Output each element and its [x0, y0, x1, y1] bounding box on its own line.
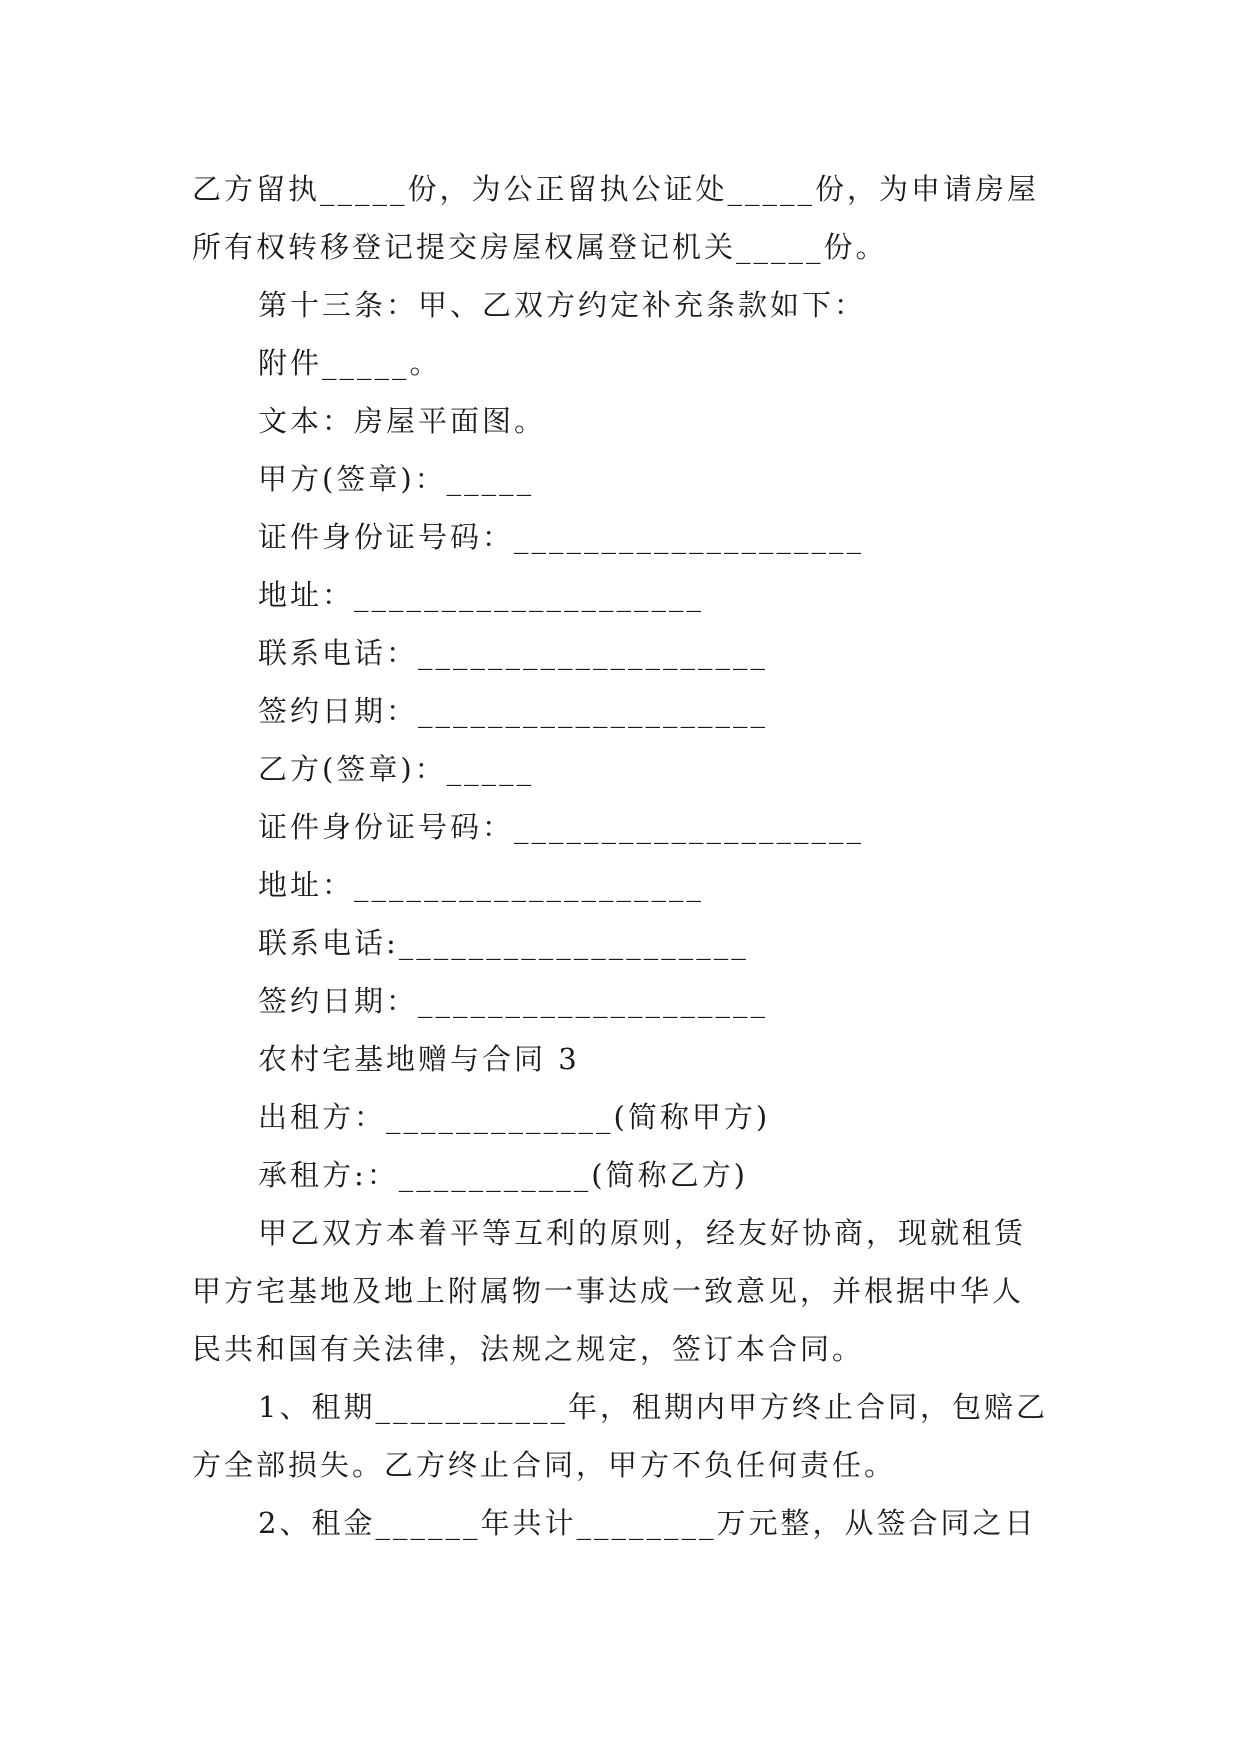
contract-title: 农村宅基地赠与合同 3 [258, 1042, 580, 1076]
party-a-signature-field: 甲方(签章)：_____ [258, 462, 535, 496]
attachment-line: 附件_____。 [258, 346, 442, 380]
document-body [192, 160, 1052, 1552]
clause-term: 1、租期___________年，租期内甲方终止合同，包赔乙 [258, 1390, 1048, 1424]
party-b-date-field: 签约日期：____________________ [258, 984, 769, 1018]
clause-heading: 第十三条：甲、乙双方约定补充条款如下： [258, 288, 867, 322]
clause-rent: 2、租金______年共计________万元整，从签合同之日 [258, 1506, 1037, 1540]
document-line: 方全部损失。乙方终止合同，甲方不负任何责任。 [192, 1448, 897, 1482]
party-a-date-field: 签约日期：____________________ [258, 694, 769, 728]
document-line: 甲方宅基地及地上附属物一事达成一致意见，并根据中华人 [192, 1274, 1025, 1308]
party-b-signature-field: 乙方(签章)：_____ [258, 752, 535, 786]
document-line: 所有权转移登记提交房屋权属登记机关_____份。 [192, 230, 888, 264]
document-line: 甲乙双方本着平等互利的原则，经友好协商，现就租赁 [258, 1216, 1027, 1250]
party-b-address-field: 地址：____________________ [258, 868, 705, 902]
party-b-id-field: 证件身份证号码：____________________ [258, 810, 865, 844]
lessor-field: 出租方：_____________(简称甲方) [258, 1100, 771, 1134]
document-line: 乙方留执_____份，为公正留执公证处_____份，为申请房屋 [192, 172, 1040, 206]
party-a-id-field: 证件身份证号码：____________________ [258, 520, 865, 554]
document-line: 民共和国有关法律，法规之规定，签订本合同。 [192, 1332, 865, 1366]
document-line: 文本：房屋平面图。 [258, 404, 547, 438]
lessee-field: 承租方:：___________(简称乙方) [258, 1158, 748, 1192]
party-b-phone-field: 联系电话:____________________ [258, 926, 749, 960]
party-a-address-field: 地址：____________________ [258, 578, 705, 612]
party-a-phone-field: 联系电话：____________________ [258, 636, 769, 670]
